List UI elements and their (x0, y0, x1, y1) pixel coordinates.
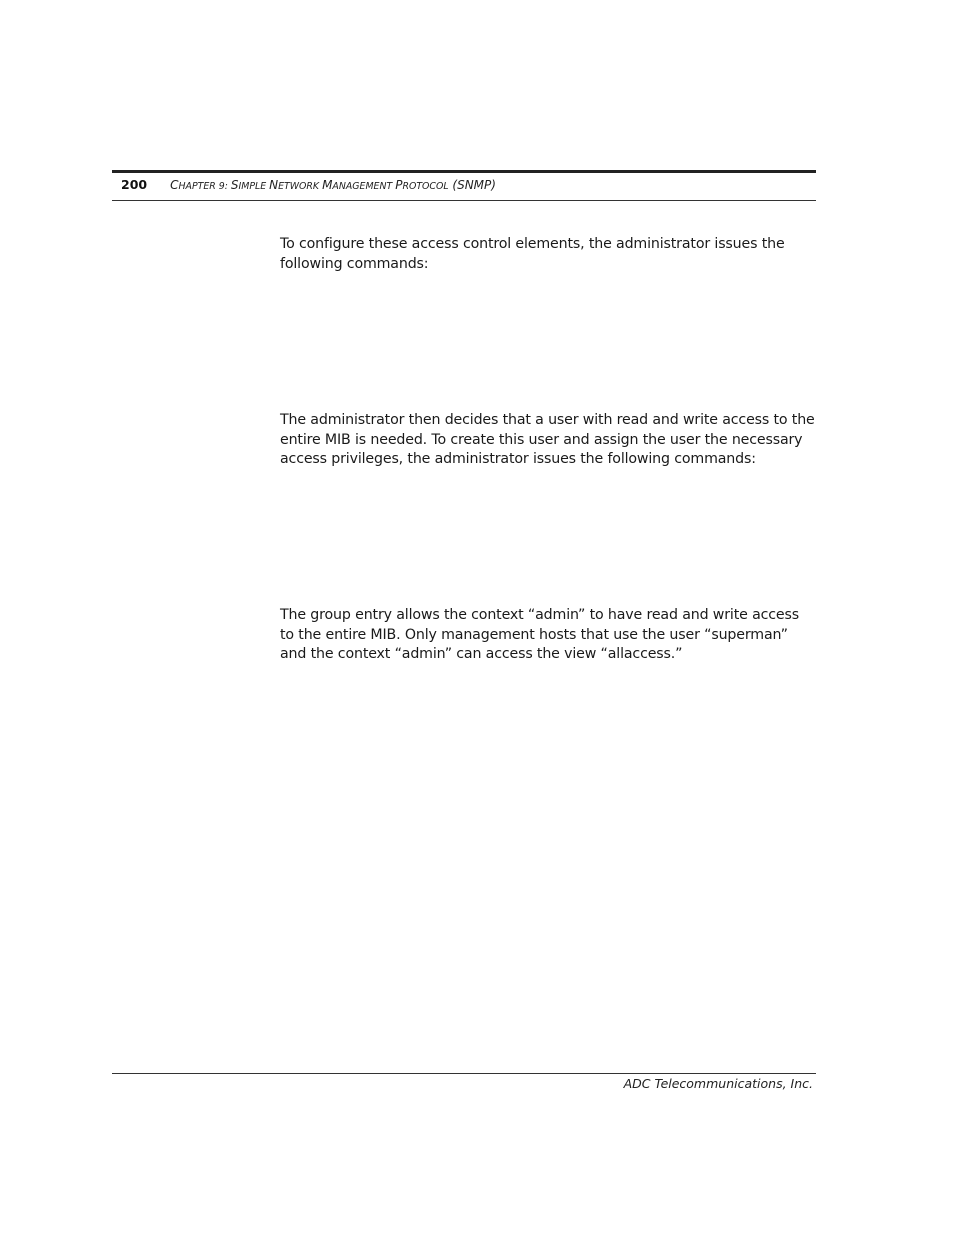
header-bottom-rule (112, 200, 816, 201)
footer-company: ADC Telecommunications, Inc. (623, 1076, 813, 1091)
paragraph-line: access privileges, the administrator issues the following commands: (280, 451, 756, 468)
running-header (121, 177, 496, 197)
chapter-title-part: M (322, 178, 333, 192)
body-paragraph (280, 606, 825, 665)
chapter-title-part: S (230, 178, 239, 192)
paragraph-line: entire MIB is needed. To create this user and assign the user the necessary (280, 431, 803, 448)
paragraph-line: to the entire MIB. Only management hosts that use the user “superman” (280, 626, 788, 643)
chapter-title (170, 178, 496, 192)
paragraph-line: and the context “admin” can access the view “allaccess.” (280, 646, 683, 663)
chapter-title-part: C (170, 178, 179, 192)
chapter-title-part: (SNMP) (448, 178, 496, 192)
chapter-title-part: ETWORK (278, 181, 323, 192)
header-top-rule (112, 170, 816, 173)
chapter-title-part: N (269, 178, 279, 192)
footer-rule (112, 1073, 816, 1074)
chapter-title-part: IMPLE (238, 181, 270, 192)
body-paragraph (280, 235, 825, 274)
paragraph-line: The group entry allows the context “admin” to have read and write access (280, 607, 799, 623)
paragraph-line: following commands: (280, 255, 429, 272)
body-paragraph (280, 411, 825, 470)
paragraph-line: The administrator then decides that a user with read and write access to the (280, 412, 815, 428)
paragraph-line: To configure these access control elements, the administrator issues the (280, 236, 785, 252)
page-number: 200 (121, 177, 148, 192)
chapter-title-part: ROTOCOL (402, 181, 449, 192)
chapter-title-part: HAPTER 9: (178, 181, 231, 192)
chapter-title-part: P (395, 178, 403, 192)
chapter-title-part: ANAGEMENT (332, 181, 396, 192)
